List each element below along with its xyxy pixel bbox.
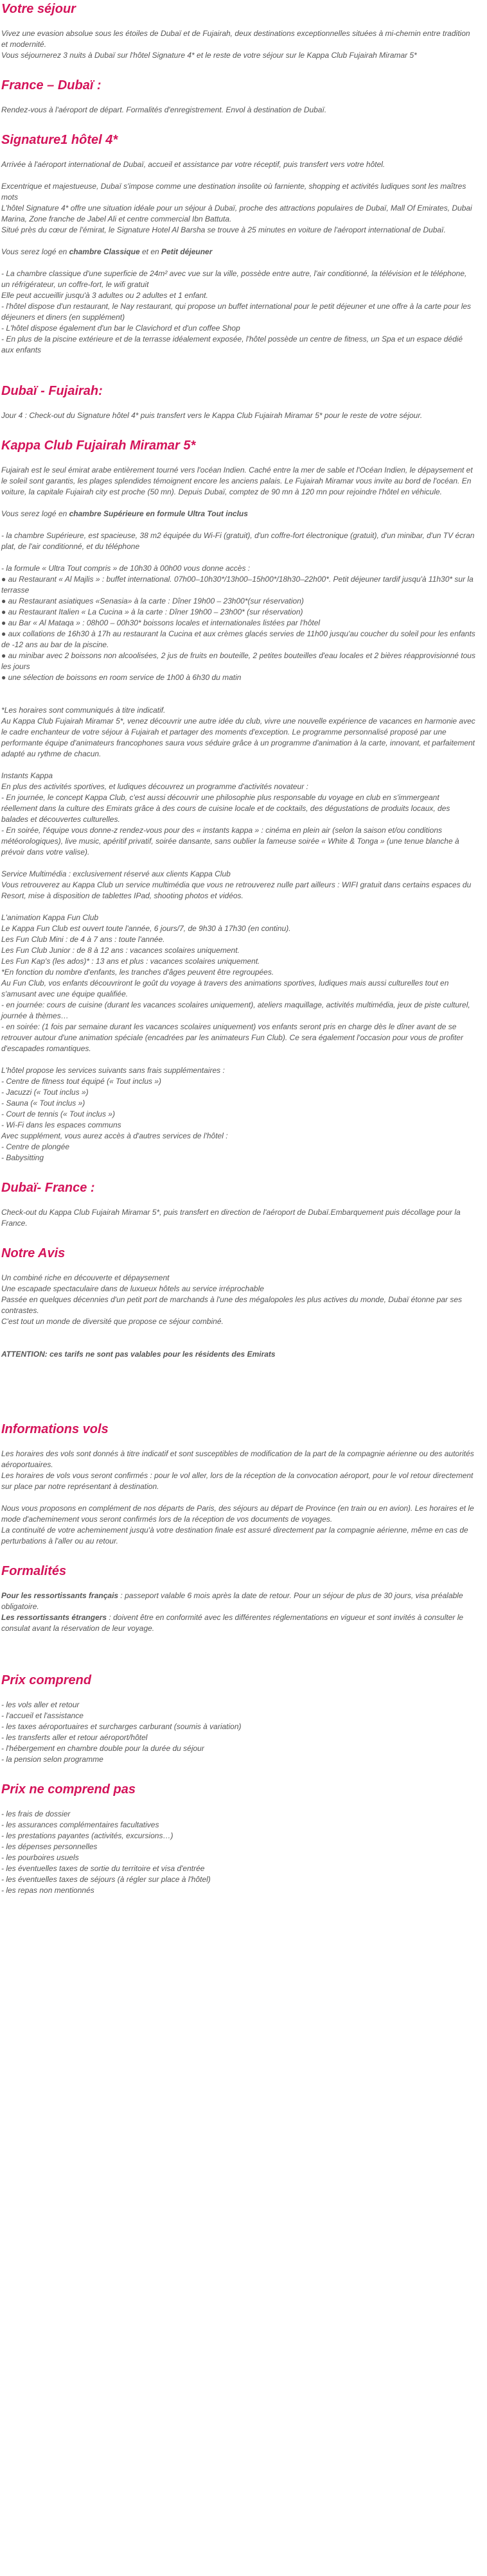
kappa-services-line: L'hôtel propose les services suivants sans frais supplémentaires : xyxy=(1,1066,225,1075)
kappa-services-line: - Centre de plongée xyxy=(1,1142,70,1151)
avis-line: C'est tout un monde de diversité que propose ce séjour combiné. xyxy=(1,1317,224,1326)
kappa-instants-line: - En soirée, l'équipe vous donne-z rendez-vous pour des « instants kappa » : cinéma en plein air (selon la saison et/ou conditions météorologiques), live music, apéritif privatif, soirée dansante, sans oublier la fameuse soirée « White & Tonga » (une tenue blanche à prévoir dans votre valise). xyxy=(1,826,459,857)
kappa-services-line: - Sauna (« Tout inclus ») xyxy=(1,1099,85,1108)
kappa-animation-line: Les Fun Kap's (les ados)* : 13 ans et plus : vacances scolaires uniquement. xyxy=(1,957,260,966)
signature-detail: - l'hôtel dispose d'un restaurant, le Nay restaurant, qui propose un buffet international pour le petit déjeuner et une offre à la carte pour les déjeuners et diners (en supplément) xyxy=(1,302,472,322)
kappa-media-line: Vous retrouverez au Kappa Club un service multimédia que vous ne retrouverez nulle part ailleurs : WIFI gratuit dans certains espaces du Resort, mise à disposition de tablettes IPad, shooting photos et vidéos. xyxy=(1,880,472,900)
prix-non-line: - les repas non mentionnés xyxy=(1,1886,94,1895)
avis-line: Un combiné riche en découverte et dépaysement xyxy=(1,1273,170,1282)
signature-room xyxy=(1,247,477,257)
dubai-france-title: Dubaï- France : xyxy=(1,1181,95,1195)
section-formalites xyxy=(1,1563,477,1634)
prix-non-line: - les prestations payantes (activités, excursions…) xyxy=(1,1831,173,1840)
avis-title: Notre Avis xyxy=(1,1246,66,1260)
kappa-instants-line: - En journée, le concept Kappa Club, c'est aussi découvrir une philosophie plus responsable du voyage en club en s'immergeant réellement dans la culture des Emirats grâce à des cours de cuisine locale et de cocktails, des dégustations de produits locaux, des balades et découvertes culturelles. xyxy=(1,793,450,824)
kappa-room-line: ● au Restaurant Italien « La Cucina » à la carte : Dîner 19h00 – 23h00* (sur réservation) xyxy=(1,607,303,616)
vols-title: Informations vols xyxy=(1,1422,109,1436)
formalites-french-label: Pour les ressortissants français xyxy=(1,1591,119,1600)
vols-line: Les horaires des vols sont donnés à titre indicatif et sont susceptibles de modification de la part de la compagnie aérienne ou des autorités aéroportuaires. xyxy=(1,1449,474,1469)
room-type: chambre Classique xyxy=(69,247,140,256)
kappa-room-line: ● une sélection de boissons en room service de 1h00 à 6h30 du matin xyxy=(1,673,242,682)
signature-desc: Excentrique et majestueuse, Dubaï s'impose comme une destination insolite où farniente, shopping et activités ludiques sont les maîtres mots xyxy=(1,182,466,202)
kappa-instants-line: En plus des activités sportives, et ludiques découvrez un programme d'activités novateur : xyxy=(1,782,308,791)
sejour-line: Vous séjournerez 3 nuits à Dubaï sur l'hôtel Signature 4* et le reste de votre séjour sur le Kappa Club Fujairah Miramar 5* xyxy=(1,51,417,60)
kappa-room-line: ● aux collations de 16h30 à 17h au restaurant la Cucina et aux crèmes glacés servies de 11h00 jusqu'au coucher du soleil pour les enfants de -12 ans au bar de la piscine. xyxy=(1,629,475,649)
kappa-services-line: - Babysitting xyxy=(1,1153,44,1162)
formalites-french-text: : passeport valable 6 mois après la date de retour. Pour un séjour de plus de 30 jours, visa préalable obligatoire. xyxy=(1,1591,463,1611)
kappa-animation-line: Au Fun Club, vos enfants découvriront le goût du voyage à travers des animations sportives, ludiques mais aussi culturelles tout en s'amusant avec une équipe qualifiée. xyxy=(1,979,449,998)
avis-attention: ATTENTION: ces tarifs ne sont pas valables pour les résidents des Emirats xyxy=(1,1350,276,1359)
signature-desc: Situé près du cœur de l'émirat, le Signature Hotel Al Barsha se trouve à 25 minutes en voiture de l'aéroport international de Dubaï. xyxy=(1,225,446,234)
prix-non-line: - les frais de dossier xyxy=(1,1809,71,1818)
kappa-intro: Fujairah est le seul émirat arabe entièrement tourné vers l'océan Indien. Caché entre la mer de sable et l'Océan Indien, le dépaysement et le soleil sont garantis, les plages splendides témoignent encore les anciens palais. Le Fujairah Miramar vous invite au bord de l'océan. En voiture, la capitale Fujairah city est proche (50 mn). Depuis Dubaï, comptez de 90 mn à 120 mn pour rejoindre l'hôtel en véhicule. xyxy=(1,466,473,496)
prix-line: - les transferts aller et retour aéroport/hôtel xyxy=(1,1733,148,1742)
kappa-room-line: - la chambre Supérieure, est spacieuse, 38 m2 équipée du Wi-Fi (gratuit), d'un coffre-fort électronique (gratuit), d'un minibar, d'un TV écran plat, de l'air conditionné, et du téléphone xyxy=(1,531,475,551)
dubai-fujairah-title: Dubaï - Fujairah: xyxy=(1,384,103,398)
signature-desc: L'hôtel Signature 4* offre une situation idéale pour un séjour à Dubaï, proche des attractions populaires de Dubaï, Mall Of Emirates, Dubai Marina, Zone franche de Jabel Ali et centre commercial Ibn Battuta. xyxy=(1,204,472,223)
section-kappa xyxy=(1,438,477,1163)
formalites-french xyxy=(1,1590,477,1612)
signature-title: Signature1 hôtel 4* xyxy=(1,133,118,147)
kappa-services-line: - Jacuzzi (« Tout inclus ») xyxy=(1,1088,89,1097)
vols-line: Les horaires de vols vous seront confirmés : pour le vol aller, lors de la réception de la convocation aéroport, pour le vol retour directement sur place par notre représentant à destination. xyxy=(1,1471,474,1491)
prix-line: - la pension selon programme xyxy=(1,1755,103,1764)
kappa-media-line: Service Multimédia : exclusivement réservé aux clients Kappa Club xyxy=(1,869,231,878)
avis-line: Une escapade spectaculaire dans de luxueux hôtels au service irréprochable xyxy=(1,1284,264,1293)
section-dubai-fujairah xyxy=(1,383,477,421)
section-avis xyxy=(1,1246,477,1360)
avis-line: Passée en quelques décennies d'un petit port de marchands à l'une des mégalopoles les plus actives du monde, Dubaï étonne par ses contrastes. xyxy=(1,1295,463,1315)
room-prefix: Vous serez logé en xyxy=(1,247,69,256)
dubai-france-line: Check-out du Kappa Club Fujairah Miramar 5*, puis transfert en direction de l'aéroport de Dubaï.Embarquement puis décollage pour la France. xyxy=(1,1208,461,1228)
section-prix-comprend xyxy=(1,1673,477,1765)
prix-line: - les vols aller et retour xyxy=(1,1700,80,1709)
kappa-animation-line: - en journée: cours de cuisine (durant les vacances scolaires uniquement), ateliers maquillage, activités multimédia, jeux de piste culturel, journée à thèmes… xyxy=(1,1000,470,1020)
kappa-room-prefix: Vous serez logé en xyxy=(1,509,69,518)
kappa-room-line: ● au Restaurant « Al Majlis » : buffet international. 07h00–10h30*/13h00–15h00*/18h30–22h00*. Petit déjeuner tardif jusqu'à 11h30* sur la terrasse xyxy=(1,575,474,595)
dubai-fujairah-line: Jour 4 : Check-out du Signature hôtel 4* puis transfert vers le Kappa Club Fujairah Miramar 5* pour le reste de votre séjour. xyxy=(1,411,423,420)
kappa-services-line: - Centre de fitness tout équipé (« Tout inclus ») xyxy=(1,1077,162,1086)
prix-line: - les taxes aéroportuaires et surcharges carburant (soumis à variation) xyxy=(1,1722,242,1731)
section-signature xyxy=(1,132,477,356)
section-prix-non-comprend xyxy=(1,1782,477,1896)
prix-line: - l'accueil et l'assistance xyxy=(1,1711,84,1720)
kappa-room xyxy=(1,509,477,519)
kappa-room-line: ● au Restaurant asiatiques «Senasia» à la carte : Dîner 19h00 – 23h00*(sur réservation) xyxy=(1,596,304,605)
section-dubai-france xyxy=(1,1180,477,1229)
vols-line: La continuité de votre acheminement jusqu'à votre destination finale est assuré directement par la compagnie aérienne, même en cas de perturbations à l'aller ou au retour. xyxy=(1,1526,468,1545)
kappa-animation-line: Les Fun Club Mini : de 4 à 7 ans : toute l'année. xyxy=(1,935,165,944)
formalites-foreign-label: Les ressortissants étrangers xyxy=(1,1613,107,1622)
section-france-dubai xyxy=(1,78,477,116)
kappa-hours-line: *Les horaires sont communiqués à titre indicatif. xyxy=(1,706,166,715)
kappa-animation-line: Le Kappa Fun Club est ouvert toute l'année, 6 jours/7, de 9h30 à 17h30 (en continu). xyxy=(1,924,291,933)
prix-non-line: - les pourboires usuels xyxy=(1,1853,79,1862)
prix-non-line: - les éventuelles taxes de sortie du territoire et visa d'entrée xyxy=(1,1864,205,1873)
section-sejour xyxy=(1,1,477,61)
prix-non-line: - les éventuelles taxes de séjours (à régler sur place à l'hôtel) xyxy=(1,1875,211,1884)
kappa-hours-line: Au Kappa Club Fujairah Miramar 5*, venez découvrir une autre idée du club, vivre une nouvelle expérience de vacances en harmonie avec le cadre enchanteur de votre séjour à Fujairah et partager des moments d'exception. Le programme personnalisé proposé par une performante équipe d'animateurs francophones saura vous séduire grâce à un programme d'animation à la carte, innovant, et parfaitement adapté au rythme de chacun. xyxy=(1,717,475,758)
room-board: Petit déjeuner xyxy=(161,247,213,256)
kappa-room-type: chambre Supérieure en formule Ultra Tout inclus xyxy=(69,509,248,518)
kappa-room-line: ● au minibar avec 2 boissons non alcoolisées, 2 jus de fruits en bouteille, 2 petites bouteilles d'eau locales et 2 bières réapprovisionné tous les jours xyxy=(1,651,475,671)
kappa-services-line: - Court de tennis (« Tout inclus ») xyxy=(1,1110,115,1118)
formalites-title: Formalités xyxy=(1,1564,67,1578)
kappa-room-line: ● au Bar « Al Mataqa » : 08h00 – 00h30* boissons locales et internationales listées par l'hôtel xyxy=(1,618,321,627)
kappa-instants-line: Instants Kappa xyxy=(1,771,53,780)
kappa-services-line: - Wi-Fi dans les espaces communs xyxy=(1,1120,121,1129)
sejour-title: Votre séjour xyxy=(1,2,76,16)
signature-intro: Arrivée à l'aéroport international de Dubaï, accueil et assistance par votre réceptif, puis transfert vers votre hôtel. xyxy=(1,160,385,169)
vols-line: Nous vous proposons en complément de nos départs de Paris, des séjours au départ de Province (en train ou en avion). Les horaires et le mode d'acheminement vous seront confirmés lors de la réception de vos documents de voyages. xyxy=(1,1504,474,1524)
prix-non-line: - les dépenses personnelles xyxy=(1,1842,98,1851)
room-mid: et en xyxy=(139,247,162,256)
prix-non-line: - les assurances complémentaires facultatives xyxy=(1,1820,159,1829)
kappa-animation-line: L'animation Kappa Fun Club xyxy=(1,913,99,922)
signature-detail: - La chambre classique d'une superficie de 24m² avec vue sur la ville, possède entre autre, l'air conditionné, la télévision et le téléphone, un réfrigérateur, un coffre-fort, le wifi gratuit xyxy=(1,269,467,289)
prix-line: - l'hébergement en chambre double pour la durée du séjour xyxy=(1,1744,204,1753)
signature-detail: - L'hôtel dispose également d'un bar le Clavichord et d'un coffee Shop xyxy=(1,324,240,333)
france-dubai-title: France – Dubaï : xyxy=(1,78,102,92)
kappa-animation-line: Les Fun Club Junior : de 8 à 12 ans : vacances scolaires uniquement. xyxy=(1,946,240,955)
france-dubai-line: Rendez-vous à l'aéroport de départ. Formalités d'enregistrement. Envol à destination de Dubaï. xyxy=(1,105,327,114)
kappa-title: Kappa Club Fujairah Miramar 5* xyxy=(1,439,196,453)
formalites-foreign-text: : doivent être en conformité avec les différentes réglementations en vigueur et sont invités à consulter le consulat avant la réservation de leur voyage. xyxy=(1,1613,464,1633)
kappa-room-line: - la formule « Ultra Tout compris » de 10h30 à 00h00 vous donne accès : xyxy=(1,564,251,573)
formalites-foreign xyxy=(1,1612,477,1634)
kappa-services-line: Avec supplément, vous aurez accès à d'autres services de l'hôtel : xyxy=(1,1131,228,1140)
kappa-animation-line: *En fonction du nombre d'enfants, les tranches d'âges peuvent être regroupées. xyxy=(1,968,274,977)
prix-non-title: Prix ne comprend pas xyxy=(1,1782,136,1797)
prix-title: Prix comprend xyxy=(1,1673,92,1687)
section-vols xyxy=(1,1422,477,1547)
signature-detail: - En plus de la piscine extérieure et de la terrasse idéalement exposée, l'hôtel possède un centre de fitness, un Spa et un espace dédié aux enfants xyxy=(1,335,463,354)
kappa-animation-line: - en soirée: (1 fois par semaine durant les vacances scolaires uniquement) vos enfants seront pris en charge dès le dîner avant de se retrouver autour d'une animation spéciale (encadrées par les animateurs Fun Club). Ce sera également l'occasion pour vous de profiter d'escapades romantiques. xyxy=(1,1022,463,1053)
sejour-line: Vivez une evasion absolue sous les étoiles de Dubaï et de Fujairah, deux destinations exceptionnelles situées à mi-chemin entre tradition et modernité. xyxy=(1,29,470,49)
signature-detail: Elle peut accueillir jusqu'à 3 adultes ou 2 adultes et 1 enfant. xyxy=(1,291,208,300)
